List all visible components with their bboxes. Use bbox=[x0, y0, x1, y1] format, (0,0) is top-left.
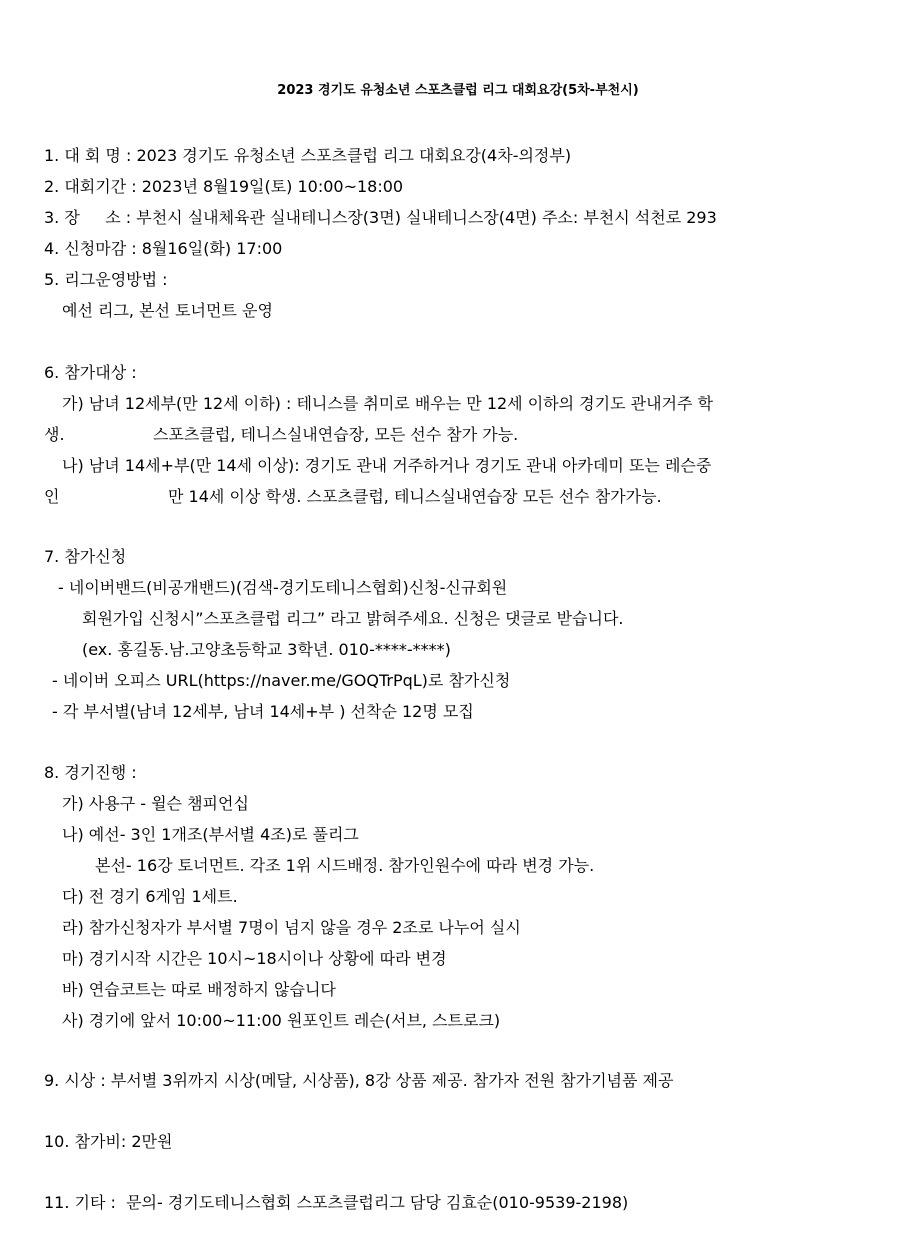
item-progress-heading: 8. 경기진행 : bbox=[44, 763, 137, 782]
progress-split: 라) 참가신청자가 부서별 7명이 넘지 않을 경우 2조로 나누어 실시 bbox=[62, 918, 521, 937]
participants-u12-cont-right: 스포츠클럽, 테니스실내연습장, 모든 선수 참가 가능. bbox=[153, 425, 519, 444]
item-event-period: 2. 대회기간 : 2023년 8월19일(토) 10:00~18:00 bbox=[44, 177, 404, 196]
participants-14plus-cont-left: 인 bbox=[44, 487, 60, 506]
progress-ball: 가) 사용구 - 윌슨 챔피언십 bbox=[62, 794, 249, 813]
item-participants-heading: 6. 참가대상 : bbox=[44, 363, 137, 382]
item-event-name: 1. 대 회 명 : 2023 경기도 유청소년 스포츠클럽 리그 대회요강(4차-의정부) bbox=[44, 146, 572, 165]
item-application-heading: 7. 참가신청 bbox=[44, 547, 127, 566]
participants-14plus-cont-right: 만 14세 이상 학생. 스포츠클럽, 테니스실내연습장 모든 선수 참가가능. bbox=[168, 487, 662, 506]
progress-prelim: 나) 예선- 3인 1개조(부서별 4조)로 풀리그 bbox=[62, 825, 359, 844]
page-title: 2023 경기도 유청소년 스포츠클럽 리그 대회요강(5차-부천시) bbox=[277, 83, 639, 98]
item-deadline: 4. 신청마감 : 8월16일(화) 17:00 bbox=[44, 239, 283, 258]
participants-14plus-text: 나) 남녀 14세+부(만 14세 이상): 경기도 관내 거주하거나 경기도 관내 아카데미 또는 레슨중 bbox=[62, 456, 712, 475]
item-league-method-text: 예선 리그, 본선 토너먼트 운영 bbox=[62, 301, 273, 320]
application-office-url: - 네이버 오피스 URL(https://naver.me/GOQTrPqL)로 참가신청 bbox=[52, 671, 511, 690]
progress-lesson: 사) 경기에 앞서 10:00~11:00 원포인트 레슨(서브, 스트로크) bbox=[62, 1011, 501, 1030]
progress-start-time: 마) 경기시작 시간은 10시~18시이나 상황에 따라 변경 bbox=[62, 949, 447, 968]
progress-format: 다) 전 경기 6게임 1세트. bbox=[62, 887, 238, 906]
application-quota: - 각 부서별(남녀 12세부, 남녀 14세+부 ) 선착순 12명 모집 bbox=[52, 702, 474, 721]
application-band: - 네이버밴드(비공개밴드)(검색-경기도테니스협회)신청-신규회원 bbox=[58, 578, 508, 597]
application-band-example: (ex. 홍길동.남.고양초등학교 3학년. 010-****-****) bbox=[82, 640, 451, 659]
participants-u12-cont-left: 생. bbox=[44, 425, 65, 444]
progress-practice-court: 바) 연습코트는 따로 배정하지 않습니다 bbox=[62, 980, 336, 999]
item-misc-contact: 11. 기타 : 문의- 경기도테니스협회 스포츠클럽리그 담당 김효순(010-9539-2198) bbox=[44, 1193, 629, 1212]
item-league-method-heading: 5. 리그운영방법 : bbox=[44, 270, 168, 289]
application-band-note: 회원가입 신청시”스포츠클럽 리그” 라고 밝혀주세요. 신청은 댓글로 받습니다. bbox=[82, 609, 624, 628]
item-entry-fee: 10. 참가비: 2만원 bbox=[44, 1132, 173, 1151]
participants-14plus-line bbox=[62, 454, 884, 478]
participants-u12-text: 가) 남녀 12세부(만 12세 이하) : 테니스를 취미로 배우는 만 12세 이하의 경기도 관내거주 학 bbox=[62, 394, 713, 413]
item-venue: 3. 장 소 : 부천시 실내체육관 실내테니스장(3면) 실내테니스장(4면) 주소: 부천시 석천로 293 bbox=[44, 208, 717, 227]
participants-u12-line bbox=[62, 392, 884, 416]
item-awards: 9. 시상 : 부서별 3위까지 시상(메달, 시상품), 8강 상품 제공. 참가자 전원 참가기념품 제공 bbox=[44, 1071, 674, 1090]
progress-main-draw: 본선- 16강 토너먼트. 각조 1위 시드배정. 참가인원수에 따라 변경 가능. bbox=[95, 856, 595, 875]
